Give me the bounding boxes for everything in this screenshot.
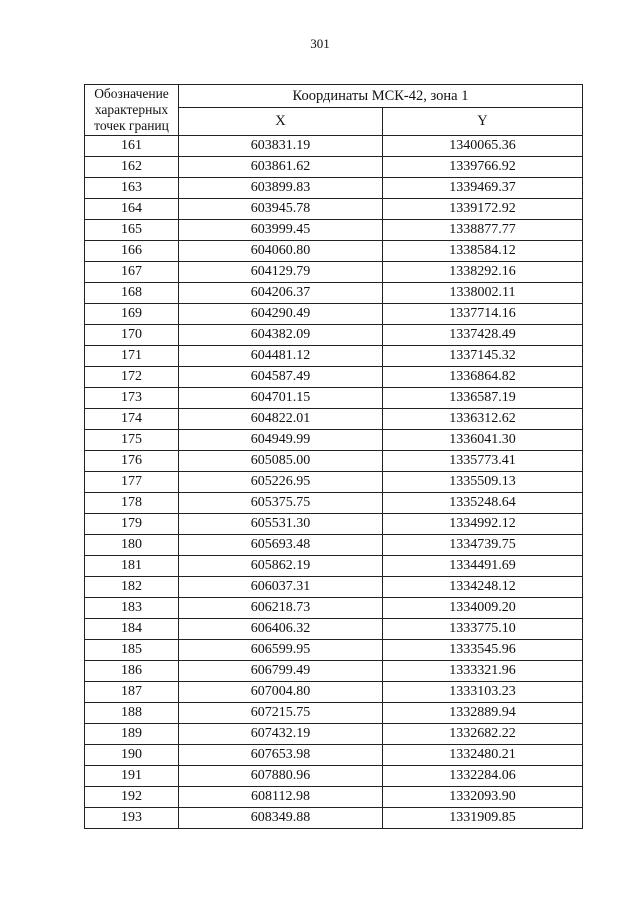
y-coordinate-cell: 1333103.23: [383, 682, 583, 703]
table-row: [85, 535, 583, 556]
table-row: [85, 262, 583, 283]
x-coordinate-cell: 605226.95: [179, 472, 383, 493]
x-coordinate-cell: 604587.49: [179, 367, 383, 388]
x-coordinate-cell: 604481.12: [179, 346, 383, 367]
y-coordinate-cell: 1332093.90: [383, 787, 583, 808]
table-row: [85, 577, 583, 598]
table-row: [85, 493, 583, 514]
table-row: [85, 766, 583, 787]
table-row: [85, 430, 583, 451]
y-coordinate-cell: 1339172.92: [383, 199, 583, 220]
x-coordinate-cell: 605085.00: [179, 451, 383, 472]
point-cell: 172: [85, 367, 179, 388]
table-row: [85, 619, 583, 640]
point-cell: 173: [85, 388, 179, 409]
x-coordinate-cell: 606599.95: [179, 640, 383, 661]
y-coordinate-cell: 1335773.41: [383, 451, 583, 472]
y-coordinate-cell: 1338292.16: [383, 262, 583, 283]
x-coordinate-cell: 606799.49: [179, 661, 383, 682]
x-coordinate-cell: 605375.75: [179, 493, 383, 514]
point-cell: 191: [85, 766, 179, 787]
table-row: [85, 178, 583, 199]
table-row: [85, 514, 583, 535]
table-row: [85, 346, 583, 367]
point-cell: 170: [85, 325, 179, 346]
point-cell: 186: [85, 661, 179, 682]
y-coordinate-cell: 1338877.77: [383, 220, 583, 241]
table-row: [85, 325, 583, 346]
point-cell: 180: [85, 535, 179, 556]
point-column-header: Обозначение характерных точек границ: [85, 85, 179, 136]
x-coordinate-cell: 604206.37: [179, 283, 383, 304]
table-row: [85, 199, 583, 220]
y-coordinate-cell: 1334491.69: [383, 556, 583, 577]
x-coordinate-cell: 604129.79: [179, 262, 383, 283]
y-coordinate-cell: 1338002.11: [383, 283, 583, 304]
table-row: [85, 703, 583, 724]
point-cell: 166: [85, 241, 179, 262]
y-coordinate-cell: 1335509.13: [383, 472, 583, 493]
table-row: [85, 598, 583, 619]
table-row: [85, 241, 583, 262]
point-cell: 174: [85, 409, 179, 430]
table-row: [85, 640, 583, 661]
y-coordinate-cell: 1336312.62: [383, 409, 583, 430]
point-cell: 179: [85, 514, 179, 535]
y-coordinate-cell: 1333545.96: [383, 640, 583, 661]
point-cell: 167: [85, 262, 179, 283]
point-cell: 176: [85, 451, 179, 472]
y-coordinate-cell: 1339766.92: [383, 157, 583, 178]
table-header: [85, 85, 583, 136]
x-coordinate-cell: 605862.19: [179, 556, 383, 577]
y-coordinate-cell: 1336587.19: [383, 388, 583, 409]
point-cell: 177: [85, 472, 179, 493]
table-row: [85, 388, 583, 409]
x-coordinate-cell: 603999.45: [179, 220, 383, 241]
point-cell: 187: [85, 682, 179, 703]
y-coordinate-cell: 1336864.82: [383, 367, 583, 388]
point-cell: 185: [85, 640, 179, 661]
x-coordinate-cell: 606218.73: [179, 598, 383, 619]
point-cell: 193: [85, 808, 179, 829]
point-cell: 181: [85, 556, 179, 577]
x-coordinate-cell: 605531.30: [179, 514, 383, 535]
y-coordinate-cell: 1332480.21: [383, 745, 583, 766]
y-coordinate-cell: 1334009.20: [383, 598, 583, 619]
x-coordinate-cell: 607432.19: [179, 724, 383, 745]
point-cell: 168: [85, 283, 179, 304]
x-coordinate-cell: 604822.01: [179, 409, 383, 430]
x-coordinate-cell: 604290.49: [179, 304, 383, 325]
table-row: [85, 409, 583, 430]
table-row: [85, 724, 583, 745]
x-coordinate-cell: 604701.15: [179, 388, 383, 409]
table-row: [85, 745, 583, 766]
y-coordinate-cell: 1338584.12: [383, 241, 583, 262]
point-cell: 188: [85, 703, 179, 724]
coordinates-table: [84, 84, 583, 829]
table-row: [85, 367, 583, 388]
point-cell: 175: [85, 430, 179, 451]
x-coordinate-cell: 604949.99: [179, 430, 383, 451]
y-coordinate-cell: 1332682.22: [383, 724, 583, 745]
y-coordinate-cell: 1336041.30: [383, 430, 583, 451]
table-row: [85, 787, 583, 808]
point-cell: 171: [85, 346, 179, 367]
point-cell: 178: [85, 493, 179, 514]
table-row: [85, 304, 583, 325]
y-coordinate-cell: 1339469.37: [383, 178, 583, 199]
x-coordinate-cell: 607215.75: [179, 703, 383, 724]
table-row: [85, 451, 583, 472]
y-coordinate-cell: 1331909.85: [383, 808, 583, 829]
table-row: [85, 472, 583, 493]
point-cell: 162: [85, 157, 179, 178]
x-coordinate-cell: 605693.48: [179, 535, 383, 556]
table-row: [85, 556, 583, 577]
y-coordinate-cell: 1332889.94: [383, 703, 583, 724]
point-cell: 163: [85, 178, 179, 199]
x-coordinate-cell: 603945.78: [179, 199, 383, 220]
y-coordinate-cell: 1332284.06: [383, 766, 583, 787]
y-coordinate-cell: 1337428.49: [383, 325, 583, 346]
x-coordinate-cell: 607004.80: [179, 682, 383, 703]
y-column-header: Y: [383, 108, 583, 136]
x-column-header: X: [179, 108, 383, 136]
x-coordinate-cell: 606406.32: [179, 619, 383, 640]
y-coordinate-cell: 1337145.32: [383, 346, 583, 367]
y-coordinate-cell: 1340065.36: [383, 136, 583, 157]
point-cell: 165: [85, 220, 179, 241]
point-cell: 182: [85, 577, 179, 598]
x-coordinate-cell: 603831.19: [179, 136, 383, 157]
page-number: 301: [310, 36, 330, 51]
x-coordinate-cell: 608112.98: [179, 787, 383, 808]
x-coordinate-cell: 608349.88: [179, 808, 383, 829]
point-cell: 169: [85, 304, 179, 325]
point-cell: 190: [85, 745, 179, 766]
table-row: [85, 220, 583, 241]
table-row: [85, 808, 583, 829]
coordinate-system-header: Координаты МСК-42, зона 1: [179, 85, 583, 108]
point-cell: 184: [85, 619, 179, 640]
x-coordinate-cell: 603861.62: [179, 157, 383, 178]
x-coordinate-cell: 607653.98: [179, 745, 383, 766]
table-row: [85, 682, 583, 703]
table-row: [85, 157, 583, 178]
point-cell: 164: [85, 199, 179, 220]
table-row: [85, 661, 583, 682]
x-coordinate-cell: 604382.09: [179, 325, 383, 346]
y-coordinate-cell: 1337714.16: [383, 304, 583, 325]
x-coordinate-cell: 604060.80: [179, 241, 383, 262]
y-coordinate-cell: 1334992.12: [383, 514, 583, 535]
y-coordinate-cell: 1334248.12: [383, 577, 583, 598]
x-coordinate-cell: 607880.96: [179, 766, 383, 787]
table-row: [85, 136, 583, 157]
point-cell: 183: [85, 598, 179, 619]
y-coordinate-cell: 1335248.64: [383, 493, 583, 514]
x-coordinate-cell: 606037.31: [179, 577, 383, 598]
x-coordinate-cell: 603899.83: [179, 178, 383, 199]
table-row: [85, 283, 583, 304]
point-cell: 189: [85, 724, 179, 745]
table-body: [85, 136, 583, 829]
point-cell: 192: [85, 787, 179, 808]
point-cell: 161: [85, 136, 179, 157]
y-coordinate-cell: 1333321.96: [383, 661, 583, 682]
y-coordinate-cell: 1333775.10: [383, 619, 583, 640]
y-coordinate-cell: 1334739.75: [383, 535, 583, 556]
